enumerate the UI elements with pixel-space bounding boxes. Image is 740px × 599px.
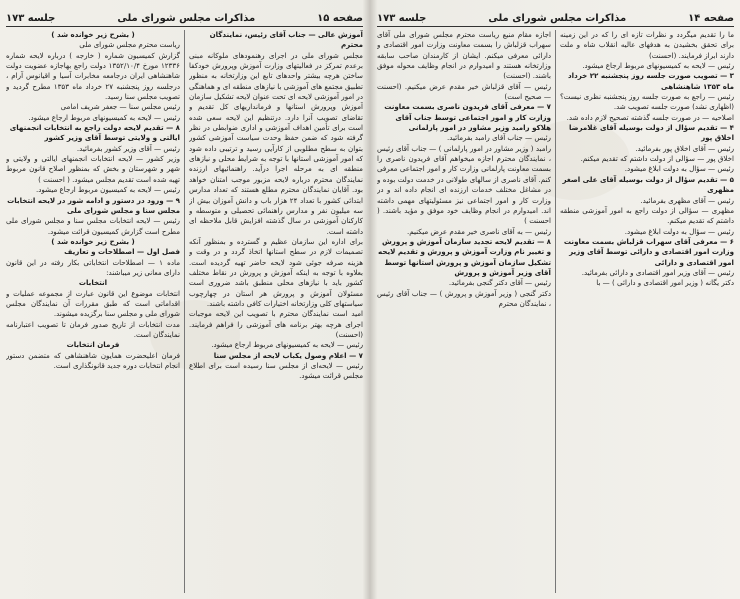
section-heading: ۷ — معرفی آقای فریدون ناصری بسمت معاونت وزارت کار و امور اجتماعی توسط جناب آقای هلاکو رامبد وزیر مشاور در امور پارلمانی <box>384 102 551 133</box>
paragraph: رئیس — سؤال به دولت ابلاغ میشود. <box>624 226 734 236</box>
paragraph: اجازه مقام منیع ریاست محترم مجلس شورای ملی آقای سهراب قزلباش را بسمت معاونت وزارت امور اقتصادی و دارائی معرفی میکنم. ایشان از کارمندان صاحب سابقه وزارتخانه هستند و امیدوارم در انجام وظایف محوله موفق باشند. (احسنت) <box>377 30 551 81</box>
journal-title: مذاکرات مجلس شورای ملی <box>117 13 256 24</box>
paragraph: ریاست محترم مجلس شورای ملی <box>79 40 180 50</box>
centered-note: ( بشرح زیر خوانده شد ) <box>51 236 135 246</box>
paragraph: رئیس — آقای مظهری بفرمائید. <box>640 195 734 205</box>
centered-note: ( بشرح زیر خوانده شد ) <box>51 30 135 39</box>
column-divider <box>184 30 185 593</box>
section-heading: ۹ — ورود در دستور و ادامه شور در لایحه انتخابات مجلس سنا و مجلس شورای ملی <box>7 195 180 215</box>
paragraph: رئیس — آقای دکتر گنجی بفرمائید. <box>448 278 551 288</box>
journal-title: مذاکرات مجلس شورای ملی <box>488 13 627 24</box>
centered-note: انتخابات <box>78 278 108 288</box>
paragraph: مظهری — سؤالی از دولت راجع به امور آموزشی منطقه داشتم که تقدیم میکنم. <box>560 205 734 226</box>
paragraph: انتخابات موضوع این قانون عبارت از مجموعه عملیات و اقداماتی است که طبق مقررات آن نمایندگان مجلس شورای ملی و مجلس سنا برگزیده میشوند. <box>6 288 180 319</box>
column-divider <box>555 30 556 593</box>
paragraph: رئیس — لایحه‌ای از مجلس سنا رسیده است برای اطلاع مجلس قرائت میشود. <box>189 361 363 381</box>
text-column-right <box>560 30 734 595</box>
paragraph: رئیس — لایحه انتخابات مجلس سنا و مجلس شورای ملی مطرح است گزارش کمیسیون قرائت میشود. <box>6 216 180 236</box>
paragraph: رئیس — لایحه به کمیسیونهای مربوط ارجاع میشود. <box>28 112 180 122</box>
text-column-right <box>189 30 363 595</box>
paragraph: رئیس — آقای قزلباش خیر مقدم عرض میکنیم. (احسنت — صحیح است) <box>377 81 551 102</box>
paragraph: رئیس — سؤال به دولت ابلاغ میشود. <box>624 164 734 174</box>
paragraph: رئیس — لایحه به کمیسیون مربوط ارجاع میشود. <box>35 185 180 195</box>
paragraph: ما را تقدیم میگردد و نظرات تازه ای را که در این زمینه برای تحقق بخشیدن به هدفهای عالیه انقلاب شاه و ملت دارند ابراز فرمایند. (احسنت) <box>560 30 734 60</box>
section-heading: ۶ — معرفی آقای سهراب قزلباش بسمت معاونت وزارت امور اقتصادی و دارائی توسط آقای وزیر امور اقتصادی و دارائی <box>563 236 734 267</box>
paragraph: برای اداره این سازمان عظیم و گسترده و بمنظور آنکه تصمیمات لازم در سطح استانها اتخاذ گردد و در وقت و هزینه صرفه جوئی شود لایحه حاضر تهیه گردیده است. بعلاوه با توجه به اینکه آموزش و پرورش در نقاط مختلف کشور باید با نیازهای محلی منطبق باشد ضروری است مسئولان آموزش و پرورش هر استان در چهارچوب سیاستهای کلی وزارتخانه اختیارات کافی داشته باشند. <box>189 236 363 308</box>
section-heading: آموزش عالی — جناب آقای رئیس، نمایندگان محترم <box>209 30 363 50</box>
session-number: جلسه ۱۷۳ <box>377 13 427 24</box>
section-heading: ۴ — تقدیم سؤال از دولت بوسیله آقای غلامرضا اخلاق پور <box>568 123 734 143</box>
paragraph: اصلاحیه — در صورت جلسه گذشته تصحیح لازم داده شد. <box>566 112 734 122</box>
paragraph: رئیس — لایحه به کمیسیونهای مربوط ارجاع میشود. <box>211 340 363 350</box>
section-heading: ۸ — تقدیم لایحه دولت راجع به انتخابات انجمنهای ایالتی و ولایتی توسط آقای وزیر کشور <box>9 123 180 143</box>
page-header <box>377 6 734 27</box>
paragraph: رئیس — لایحه به کمیسیونهای مربوط ارجاع میشود. <box>582 61 734 71</box>
paragraph: گزارش کمیسیون شماره ( خارجه ) درباره لایحه شماره ۱۲۳۳۶ مورخ ۱۳۵۲/۱۰/۴ دولت راجع بهاجازه عضویت دولت شاهنشاهی ایران درجامعه مخابرات آسیا و اقیانوس آرام ، درجلسه روز پنجشنبه ۲۷ خرداد ماه ۱۳۵۳ مطرح گردید و تصویب مجلس سنا رسید. <box>6 50 180 102</box>
paragraph: ماده ۱ — اصطلاحات انتخاباتی بکار رفته در این قانون دارای معانی زیر میباشند: <box>6 257 180 277</box>
page-number: صفحه ۱۴ <box>688 13 734 24</box>
paragraph: رامبد ( وزیر مشاور در امور پارلمانی ) — جناب آقای رئیس ، نمایندگان محترم اجازه میخواهم آقای فریدون ناصری را بسمت معاونت پارلمانی وزارت کار و امور اجتماعی معرفی کنم. آقای ناصری از سالهای طولانی در خدمت دولت بوده و در مشاغل مختلف خدمات ارزنده ای انجام داده اند و در وزارت کار و امور اجتماعی نیز مسئولیتهای مهمی داشته اند. امیدوارم در انجام وظایف خود موفق و مؤید باشند. ( احسنت ) <box>377 143 551 226</box>
paragraph: رئیس — آقای وزیر امور اقتصادی و دارائی بفرمائید. <box>581 267 734 277</box>
page-header <box>6 6 363 27</box>
paragraph: رئیس مجلس سنا — جعفر شریف امامی <box>60 102 180 112</box>
right-page <box>371 0 740 599</box>
paragraph: وزیر کشور — لایحه انتخابات انجمنهای ایالتی و ولایتی و شهر و شهرستان و بخش که بمنظور اصلاح قانون مربوط تهیه شده است تقدیم مجلس میشود. ( احسنت ) <box>6 154 180 184</box>
paragraph: دکتر گنجی ( وزیر آموزش و پرورش ) — جناب آقای رئیس ، نمایندگان محترم <box>377 288 551 308</box>
page-number: صفحه ۱۵ <box>317 13 363 24</box>
paragraph: رئیس — آقای اخلاق پور بفرمائید. <box>635 143 734 153</box>
paragraph: رئیس — به آقای ناصری خیر مقدم عرض میکنیم. <box>407 226 551 236</box>
paragraph: رئیس — جناب آقای رامبد بفرمائید. <box>447 133 551 143</box>
paragraph: اخلاق پور — سؤالی از دولت داشتم که تقدیم میکنم. <box>580 154 734 164</box>
paragraph: رئیس — آقای وزیر کشور بفرمائید. <box>76 143 180 153</box>
section-heading: ۸ — تقدیم لایحه تجدید سازمان آموزش و پرورش و تغییر نام وزارت آموزش و پرورش و تقدیم لایحه تشکیل سازمان آموزش و پرورش استانها توسط آقای وزیر آموزش و پرورش <box>378 236 551 277</box>
paragraph: رئیس — راجع به صورت جلسه روز پنجشنبه نظری نیست؟ (اظهاری نشد) صورت جلسه تصویب شد. <box>560 92 734 112</box>
text-column-left <box>6 30 180 595</box>
section-heading: ۷ — اعلام وصول یکباب لایحه از مجلس سنا <box>213 350 363 360</box>
section-heading: ۵ — تقدیم سؤال از دولت بوسیله آقای علی اصغر مظهری <box>562 174 734 195</box>
left-page <box>0 0 369 599</box>
paragraph: مدت انتخابات از تاریخ صدور فرمان تا تصویب اعتبارنامه نمایندگان است. <box>6 319 180 339</box>
section-heading: ۳ — تصویب صورت جلسه روز پنجشنبه ۲۲ خرداد ماه ۱۳۵۳ شاهنشاهی <box>568 71 734 91</box>
text-column-left <box>377 30 551 595</box>
paragraph: امید است نمایندگان محترم با تصویب این لایحه موجبات اجرای هرچه بهتر برنامه های آموزشی را فراهم فرمایند. (احسنت) <box>189 309 363 339</box>
paragraph: مجلس شورای ملی در اجرای رهنمودهای ملوکانه مبنی برعدم تمرکز در فعالیتهای وزارت آموزش وپرورش خودکفا ساختن هرچه بیشتر واحدهای تابع این وزارتخانه به منظور تطبیق مجتمع های آموزشی با نیازهای منطقه ای و هماهنگی در امور آموزشی لایحه ای تحت عنوان لایحه تشکیل سازمان آموزش وپرورش استانها و فرمانداریهای کل تقدیم و تقاضای تصویب آنرا دارد. درتنظیم این لایحه سعی شده است برای تأمین اهداف آموزشی و اداری ضوابطی در نظر گرفته شود که ضمن حفظ وحدت سیاست آموزشی کشور بتوان به سطح مطلوبی از کارآیی رسید و ترتیبی داده شود که امور آموزشی استانها با توجه به شرایط محلی و نیازهای منطقه ای به مرحله اجرا درآید. راهنمائیهای ارزنده نمایندگان محترم درباره لایحه مزبور موجب امتنان خواهد بود. آقایان نمایندگان محترم مطلع هستند که تعداد مدارس ابتدائی کشور با تعداد ۲۴ هزار باب و دانش آموزان بیش از سه میلیون نفر و مدارس راهنمائی تحصیلی و متوسطه و کارکنان آموزشی در سال گذشته افزایش قابل ملاحظه ای داشته است. <box>189 50 363 236</box>
paragraph: فرمان اعلیحضرت همایون شاهنشاهی که متضمن دستور انجام انتخابات دوره جدید قانونگذاری است. <box>6 350 180 370</box>
paragraph: دکتر یگانه ( وزیر امور اقتصادی و دارائی ) — با <box>596 278 734 288</box>
centered-note: فرمان انتخابات <box>66 340 120 350</box>
session-number: جلسه ۱۷۳ <box>6 13 56 24</box>
section-heading: فصل اول — اصطلاحات و تعاریف <box>64 247 180 257</box>
